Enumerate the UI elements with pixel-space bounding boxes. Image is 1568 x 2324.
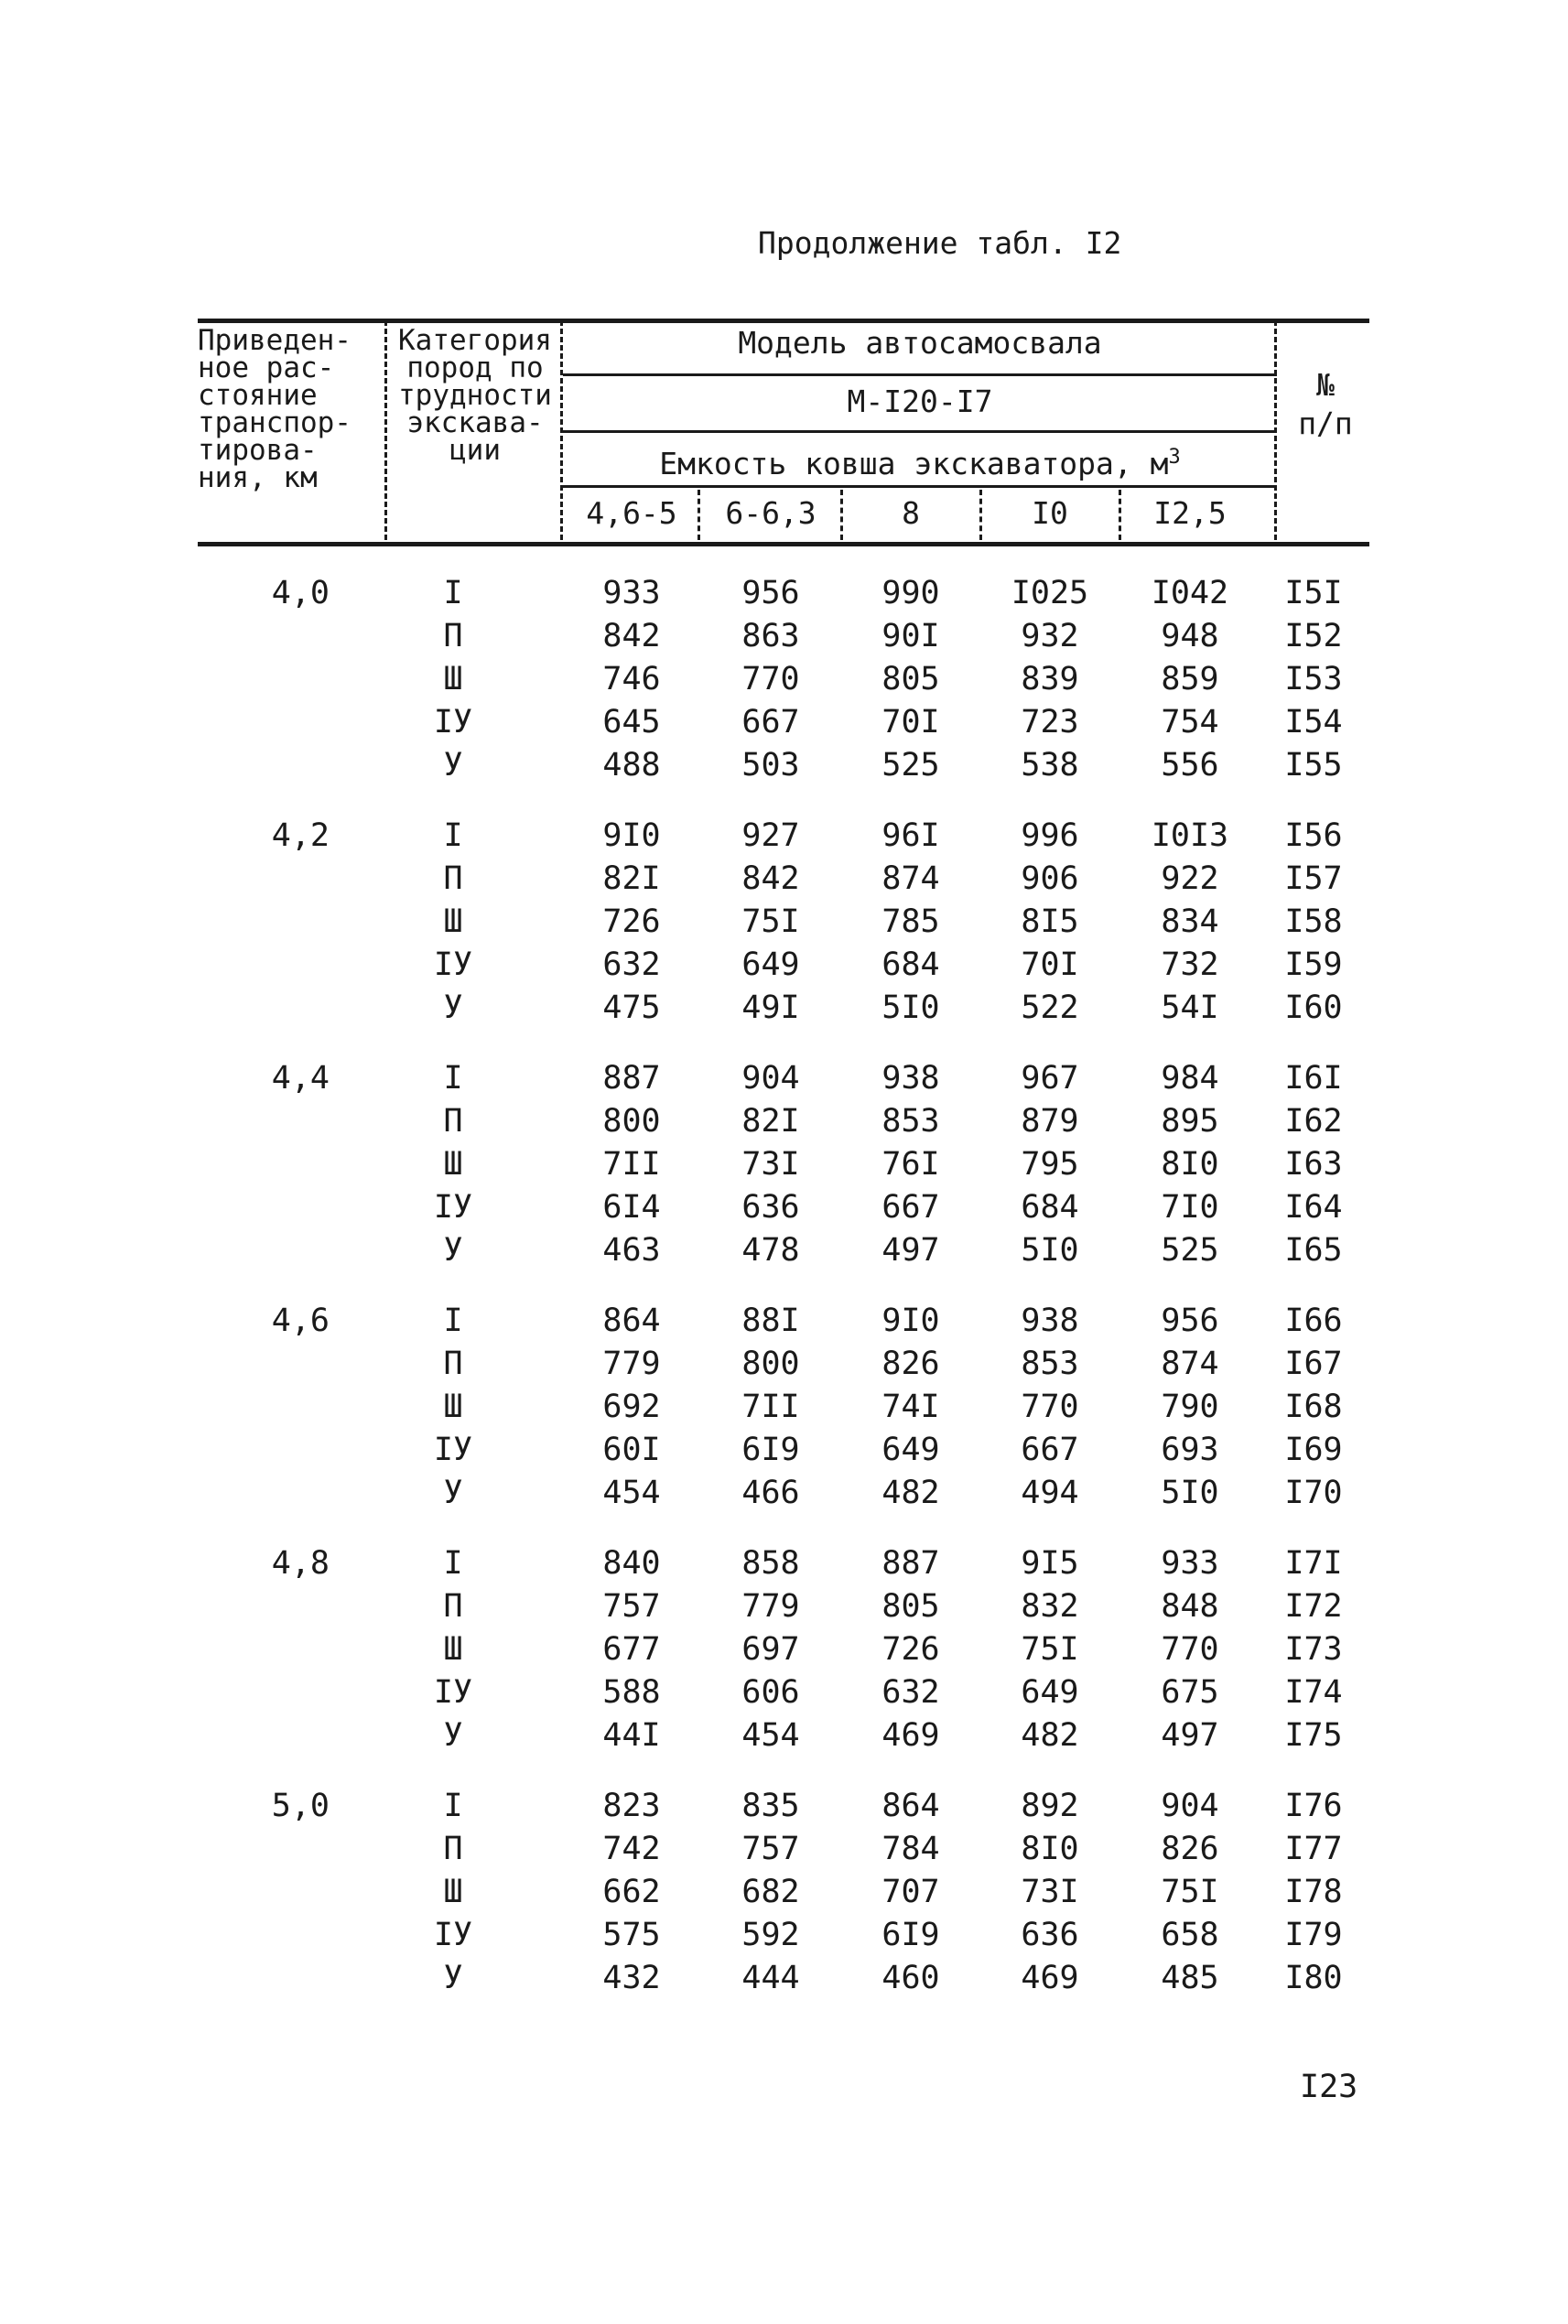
table-cell-value: 96I [881,817,940,854]
row-number: I73 [1284,1631,1343,1668]
header-bucket-size: 8 [902,495,920,531]
distance-value: 4,8 [271,1545,330,1582]
table-cell-value: 444 [741,1960,800,1996]
table-cell-value: 726 [602,903,661,940]
table-cell-value: 588 [602,1674,661,1711]
table-cell-value: 874 [1161,1346,1219,1382]
table-cell-value: 779 [741,1588,800,1625]
table-cell-value: 864 [881,1788,940,1824]
table-cell-value: 800 [741,1346,800,1382]
table-cell-value: 779 [602,1346,661,1382]
category-value: I [443,1788,463,1824]
table-cell-value: 757 [741,1831,800,1867]
table-cell-value: 8I0 [1021,1831,1079,1867]
header-bucket-title [563,444,1277,481]
table-cell-value: 874 [881,860,940,897]
table-cell-value: 904 [1161,1788,1219,1824]
table-cell-value: 842 [602,618,661,654]
table-cell-value: 927 [741,817,800,854]
row-number: I77 [1284,1831,1343,1867]
table-cell-value: 859 [1161,661,1219,697]
table-cell-value: 790 [1161,1389,1219,1425]
table-cell-value: 667 [1021,1432,1079,1468]
table-cell-value: 839 [1021,661,1079,697]
category-value: IУ [433,1432,473,1468]
table-cell-value: 667 [881,1189,940,1226]
header-bottom-rule [198,542,1369,546]
table-cell-value: 454 [741,1717,800,1754]
row-number: I57 [1284,860,1343,897]
table-cell-value: 525 [1161,1232,1219,1269]
row-number: I64 [1284,1189,1343,1226]
distance-value: 4,6 [271,1303,330,1339]
table-cell-value: 693 [1161,1432,1219,1468]
table-cell-value: 44I [602,1717,661,1754]
table-cell-value: 75I [741,903,800,940]
table-cell-value: 848 [1161,1588,1219,1625]
header-category: Категория пород по трудности экскава- ции [398,324,552,467]
table-cell-value: 70I [881,704,940,740]
category-value: У [443,747,463,784]
table-cell-value: 88I [741,1303,800,1339]
table-cell-value: 770 [1021,1389,1079,1425]
row-number: I58 [1284,903,1343,940]
category-value: У [443,1960,463,1996]
table-cell-value: 463 [602,1232,661,1269]
table-cell-value: 432 [602,1960,661,1996]
table-cell-value: 556 [1161,747,1219,784]
table-cell-value: 692 [602,1389,661,1425]
header-bucket-unit-superscript: 3 [1168,446,1181,469]
table-cell-value: 649 [741,946,800,983]
table-cell-value: 82I [602,860,661,897]
table-cell-value: 784 [881,1831,940,1867]
table-cell-value: 9I0 [602,817,661,854]
table-cell-value: 863 [741,618,800,654]
table-cell-value: 636 [1021,1917,1079,1953]
table-cell-value: 632 [602,946,661,983]
category-value: Ш [443,903,463,940]
table-cell-value: 805 [881,1588,940,1625]
header-separator [1119,490,1121,540]
table-cell-value: 73I [1021,1874,1079,1910]
table-cell-value: 90I [881,618,940,654]
row-number: I74 [1284,1674,1343,1711]
table-cell-value: 5I0 [1021,1232,1079,1269]
category-value: П [443,618,463,654]
table-cell-value: 948 [1161,618,1219,654]
table-cell-value: 632 [881,1674,940,1711]
row-number: I54 [1284,704,1343,740]
table-cell-value: 887 [881,1545,940,1582]
table-cell-value: 677 [602,1631,661,1668]
category-value: I [443,1545,463,1582]
table-cell-value: 840 [602,1545,661,1582]
table-cell-value: 892 [1021,1788,1079,1824]
table-cell-value: 853 [881,1103,940,1140]
header-separator [384,320,387,540]
table-cell-value: 858 [741,1545,800,1582]
table-cell-value: 956 [741,575,800,611]
table-cell-value: I025 [1011,575,1089,611]
header-number: № п/п [1298,367,1353,441]
table-cell-value: 636 [741,1189,800,1226]
table-cell-value: 904 [741,1060,800,1097]
table-cell-value: 826 [1161,1831,1219,1867]
table-cell-value: 895 [1161,1103,1219,1140]
table-cell-value: 9I0 [881,1303,940,1339]
row-number: I79 [1284,1917,1343,1953]
table-cell-value: 658 [1161,1917,1219,1953]
table-cell-value: 466 [741,1475,800,1511]
row-number: I72 [1284,1588,1343,1625]
table-cell-value: 754 [1161,704,1219,740]
table-cell-value: 54I [1161,989,1219,1026]
table-cell-value: 933 [1161,1545,1219,1582]
row-number: I7I [1284,1545,1343,1582]
table-cell-value: 485 [1161,1960,1219,1996]
table-cell-value: 990 [881,575,940,611]
table-cell-value: 933 [602,575,661,611]
row-number: I67 [1284,1346,1343,1382]
category-value: Ш [443,1631,463,1668]
category-value: П [443,1346,463,1382]
category-value: У [443,1232,463,1269]
header-distance: Приведен- ное рас- стояние транспор- тирова- ния, км [198,324,351,494]
category-value: П [443,1103,463,1140]
row-number: I78 [1284,1874,1343,1910]
category-value: Ш [443,1146,463,1183]
row-number: I52 [1284,618,1343,654]
category-value: П [443,1831,463,1867]
row-number: I55 [1284,747,1343,784]
table-cell-value: 6I4 [602,1189,661,1226]
table-cell-value: 494 [1021,1475,1079,1511]
row-number: I65 [1284,1232,1343,1269]
table-top-rule [198,319,1369,323]
table-cell-value: 996 [1021,817,1079,854]
header-rule-model-name [563,430,1277,433]
table-cell-value: 454 [602,1475,661,1511]
row-number: I80 [1284,1960,1343,1996]
table-cell-value: 7II [602,1146,661,1183]
page-number: I23 [1300,2069,1358,2105]
header-separator [697,490,700,540]
table-cell-value: 488 [602,747,661,784]
row-number: I60 [1284,989,1343,1026]
category-value: I [443,575,463,611]
table-cell-value: 906 [1021,860,1079,897]
table-cell-value: 522 [1021,989,1079,1026]
table-cell-value: 938 [881,1060,940,1097]
category-value: I [443,1060,463,1097]
header-bucket-label: Емкость ковша экскаватора, м [659,446,1169,481]
table-cell-value: 732 [1161,946,1219,983]
distance-value: 4,2 [271,817,330,854]
row-number: I63 [1284,1146,1343,1183]
distance-value: 4,4 [271,1060,330,1097]
table-cell-value: 6I9 [741,1432,800,1468]
row-number: I56 [1284,817,1343,854]
distance-value: 4,0 [271,575,330,611]
table-cell-value: 697 [741,1631,800,1668]
table-cell-value: 742 [602,1831,661,1867]
table-cell-value: 682 [741,1874,800,1910]
table-cell-value: 879 [1021,1103,1079,1140]
table-cell-value: 538 [1021,747,1079,784]
row-number: I6I [1284,1060,1343,1097]
table-cell-value: 842 [741,860,800,897]
header-separator [979,490,982,540]
row-number: I62 [1284,1103,1343,1140]
table-cell-value: 922 [1161,860,1219,897]
table-cell-value: 805 [881,661,940,697]
table-cell-value: 5I0 [881,989,940,1026]
row-number: I69 [1284,1432,1343,1468]
table-cell-value: 853 [1021,1346,1079,1382]
table-cell-value: 723 [1021,704,1079,740]
table-cell-value: 49I [741,989,800,1026]
table-cell-value: 823 [602,1788,661,1824]
header-rule-bucket [563,485,1277,488]
row-number: I75 [1284,1717,1343,1754]
table-cell-value: 5I0 [1161,1475,1219,1511]
table-cell-value: 475 [602,989,661,1026]
category-value: I [443,817,463,854]
table-cell-value: 826 [881,1346,940,1382]
category-value: У [443,1475,463,1511]
category-value: IУ [433,704,473,740]
table-cell-value: 478 [741,1232,800,1269]
table-cell-value: 482 [1021,1717,1079,1754]
table-cell-value: 82I [741,1103,800,1140]
table-cell-value: 770 [741,661,800,697]
row-number: I59 [1284,946,1343,983]
table-cell-value: 7I0 [1161,1189,1219,1226]
table-cell-value: 482 [881,1475,940,1511]
row-number: I68 [1284,1389,1343,1425]
header-bucket-size: I2,5 [1153,495,1227,531]
category-value: У [443,1717,463,1754]
table-cell-value: 503 [741,747,800,784]
table-cell-value: 746 [602,661,661,697]
table-cell-value: 75I [1161,1874,1219,1910]
category-value: У [443,989,463,1026]
table-cell-value: 832 [1021,1588,1079,1625]
table-cell-value: 649 [1021,1674,1079,1711]
table-cell-value: 785 [881,903,940,940]
table-cell-value: 645 [602,704,661,740]
table-cell-value: 525 [881,747,940,784]
table-cell-value: 592 [741,1917,800,1953]
category-value: I [443,1303,463,1339]
table-cell-value: 74I [881,1389,940,1425]
table-cell-value: 864 [602,1303,661,1339]
header-model-name: М-I20-I7 [847,384,993,419]
header-separator [840,490,843,540]
table-cell-value: 575 [602,1917,661,1953]
category-value: Ш [443,1874,463,1910]
header-model-title: Модель автосамосвала [738,325,1102,361]
category-value: IУ [433,946,473,983]
category-value: IУ [433,1674,473,1711]
category-value: Ш [443,1389,463,1425]
row-number: I70 [1284,1475,1343,1511]
table-cell-value: 800 [602,1103,661,1140]
table-cell-value: 76I [881,1146,940,1183]
table-cell-value: 984 [1161,1060,1219,1097]
table-cell-value: 9I5 [1021,1545,1079,1582]
table-cell-value: 667 [741,704,800,740]
header-bucket-size: 6-6,3 [725,495,816,531]
table-cell-value: 70I [1021,946,1079,983]
table-cell-value: 649 [881,1432,940,1468]
table-cell-value: 8I0 [1161,1146,1219,1183]
table-cell-value: 497 [881,1232,940,1269]
header-bucket-size: I0 [1032,495,1068,531]
category-value: IУ [433,1917,473,1953]
table-cell-value: 6I9 [881,1917,940,1953]
table-cell-value: 684 [1021,1189,1079,1226]
table-cell-value: 726 [881,1631,940,1668]
category-value: IУ [433,1189,473,1226]
table-cell-value: 469 [881,1717,940,1754]
table-cell-value: 757 [602,1588,661,1625]
table-cell-value: 606 [741,1674,800,1711]
table-cell-value: I0I3 [1151,817,1229,854]
table-cell-value: 675 [1161,1674,1219,1711]
table-cell-value: 7II [741,1389,800,1425]
table-cell-value: 835 [741,1788,800,1824]
table-cell-value: 460 [881,1960,940,1996]
table-cell-value: 73I [741,1146,800,1183]
table-cell-value: 887 [602,1060,661,1097]
table-cell-value: 834 [1161,903,1219,940]
table-cell-value: 956 [1161,1303,1219,1339]
row-number: I5I [1284,575,1343,611]
table-caption: Продолжение табл. I2 [758,225,1122,261]
row-number: I53 [1284,661,1343,697]
table-cell-value: 662 [602,1874,661,1910]
table-cell-value: 75I [1021,1631,1079,1668]
table-cell-value: 497 [1161,1717,1219,1754]
distance-value: 5,0 [271,1788,330,1824]
row-number: I76 [1284,1788,1343,1824]
table-cell-value: 795 [1021,1146,1079,1183]
table-cell-value: 60I [602,1432,661,1468]
category-value: П [443,860,463,897]
table-cell-value: I042 [1151,575,1229,611]
table-cell-value: 707 [881,1874,940,1910]
table-cell-value: 967 [1021,1060,1079,1097]
table-cell-value: 469 [1021,1960,1079,1996]
table-cell-value: 8I5 [1021,903,1079,940]
row-number: I66 [1284,1303,1343,1339]
category-value: П [443,1588,463,1625]
table-cell-value: 684 [881,946,940,983]
table-cell-value: 770 [1161,1631,1219,1668]
header-rule-model [563,373,1277,376]
category-value: Ш [443,661,463,697]
table-cell-value: 938 [1021,1303,1079,1339]
table-cell-value: 932 [1021,618,1079,654]
header-bucket-size: 4,6-5 [586,495,677,531]
